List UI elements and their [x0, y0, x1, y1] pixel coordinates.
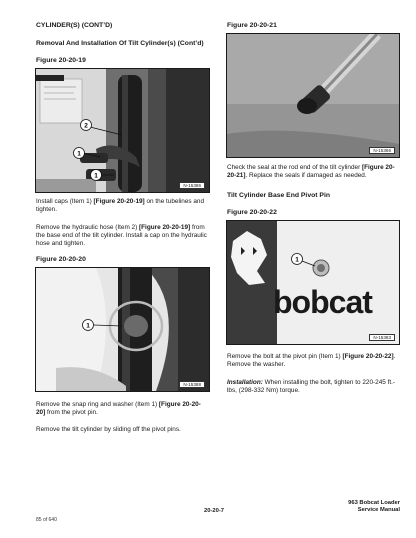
callout-1-text: 1 — [295, 256, 299, 264]
callout-1-text: 1 — [86, 322, 90, 330]
bobcat-logo-text: bobcat — [273, 284, 372, 320]
figure-20-20-22 — [226, 220, 400, 345]
figure-code: N-15388 — [179, 381, 205, 388]
paragraph-installation: Installation: When installing the bolt, tighten to 220-245 ft.-lbs, (298-332 Nm) torque. — [227, 379, 396, 395]
paragraph-check-seal: Check the seal at the rod end of the tilt cylinder [Figure 20-20-21]. Replace the seals if damaged as needed. — [227, 164, 395, 180]
callout-1b-text: 1 — [94, 172, 98, 180]
manual-title — [318, 500, 400, 514]
manual-title-line2: Service Manual — [357, 507, 400, 513]
paragraph-remove-cylinder: Remove the tilt cylinder by sliding off the pivot pins. — [36, 426, 181, 433]
page-code: 20-20-7 — [204, 508, 224, 514]
page-count: 85 of 640 — [36, 517, 57, 523]
paragraph-remove-snap-ring: Remove the snap ring and washer (Item 1) [Figure 20-20-20] from the pivot pin. — [36, 401, 201, 417]
figure-20-20-21 — [226, 33, 400, 158]
figure-code: N-15383 — [369, 334, 395, 341]
rod-end-seal-photo — [227, 34, 399, 157]
tubeline-photo — [36, 69, 209, 192]
figure-20-20-19 — [35, 68, 210, 193]
figure-label-19: Figure 20-20-19 — [36, 57, 86, 64]
manual-title-line1: 963 Bobcat Loader — [348, 500, 400, 506]
figure-code: N-15386 — [179, 182, 205, 189]
paragraph-remove-bolt: Remove the bolt at the pivot pin (Item 1) [Figure 20-20-22]. Remove the washer. — [227, 353, 396, 369]
figure-label-22: Figure 20-20-22 — [227, 209, 277, 216]
subsection-title: Removal And Installation Of Tilt Cylinder(s) (Cont’d) — [36, 40, 204, 47]
figure-20-20-20 — [35, 267, 210, 392]
figure-code: N-15366 — [369, 147, 395, 154]
section-title: CYLINDER(S) (CONT’D) — [36, 22, 113, 29]
figure-label-21: Figure 20-20-21 — [227, 22, 277, 29]
section-title-pivot-pin: Tilt Cylinder Base End Pivot Pin — [227, 192, 330, 199]
pivot-pin-photo — [227, 221, 399, 344]
figure-label-20: Figure 20-20-20 — [36, 256, 86, 263]
snap-ring-photo — [36, 268, 209, 391]
callout-1a-text: 1 — [77, 150, 81, 158]
paragraph-remove-hose: Remove the hydraulic hose (Item 2) [Figure 20-20-19] from the base end of the tilt cylinder. Install a cap on the hydraulic hose and tighten. — [36, 224, 207, 248]
paragraph-install-caps: Install caps (Item 1) [Figure 20-20-19] on the tubelines and tighten. — [36, 198, 205, 214]
callout-2-text: 2 — [84, 122, 88, 130]
